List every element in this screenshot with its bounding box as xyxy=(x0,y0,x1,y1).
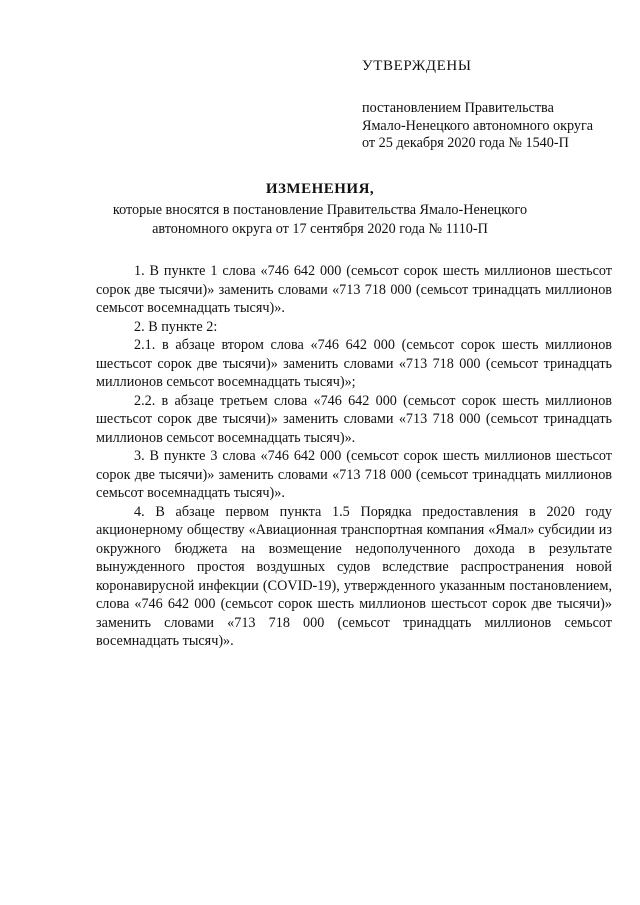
paragraph: 2. В пункте 2: xyxy=(134,318,218,335)
document-body xyxy=(96,262,612,651)
paragraph: 4. В абзаце первом пункта 1.5 Порядка предоставления в 2020 году акционерному обществу «Авиационная транспортная компания «Ямал» субсидии из окружного бюджета на возмещение недополученного дохода в результате вынужденного простоя воздушных судов вследствие распространения новой коронавирусной инфекции (COVID-19), утвержденного указанным постановлением, слова «746 642 000 (семьсот сорок шесть миллионов шестьсот сорок две тысячи)» заменить словами «713 718 000 (семьсот тринадцать миллионов семьсот восемнадцать тысяч)». xyxy=(96,503,612,649)
heading-subtitle: которые вносятся в постановление Правительства Ямало-Ненецкого автономного округа от 17 сентября 2020 года № 1110-П xyxy=(112,202,528,237)
approval-line: постановлением Правительства xyxy=(362,100,554,116)
approval-title: УТВЕРЖДЕНЫ xyxy=(362,58,472,74)
approval-line: Ямало-Ненецкого автономного округа xyxy=(362,117,594,134)
paragraph: 2.2. в абзаце третьем слова «746 642 000 (семьсот сорок шесть миллионов шестьсот сорок две тысячи)» заменить словами «713 718 000 (семьсот тринадцать миллионов семьсот восемнадцать тысяч)». xyxy=(96,392,612,446)
paragraph: 1. В пункте 1 слова «746 642 000 (семьсот сорок шесть миллионов шестьсот сорок две тысячи)» заменить словами «713 718 000 (семьсот тринадцать миллионов семьсот восемнадцать тысяч)». xyxy=(96,263,612,316)
approval-block xyxy=(362,57,622,153)
paragraph: 3. В пункте 3 слова «746 642 000 (семьсот сорок шесть миллионов шестьсот сорок две тысячи)» заменить словами «713 718 000 (семьсот тринадцать миллионов семьсот восемнадцать тысяч)». xyxy=(96,448,612,501)
heading-title: ИЗМЕНЕНИЯ, xyxy=(265,181,375,197)
paragraph: 2.1. в абзаце втором слова «746 642 000 (семьсот сорок шесть миллионов шестьсот сорок две тысячи)» заменить словами «713 718 000 (семьсот тринадцать миллионов семьсот восемнадцать тысяч)»; xyxy=(96,337,612,390)
document-heading xyxy=(96,180,544,238)
approval-line: от 25 декабря 2020 года № 1540-П xyxy=(362,135,569,151)
